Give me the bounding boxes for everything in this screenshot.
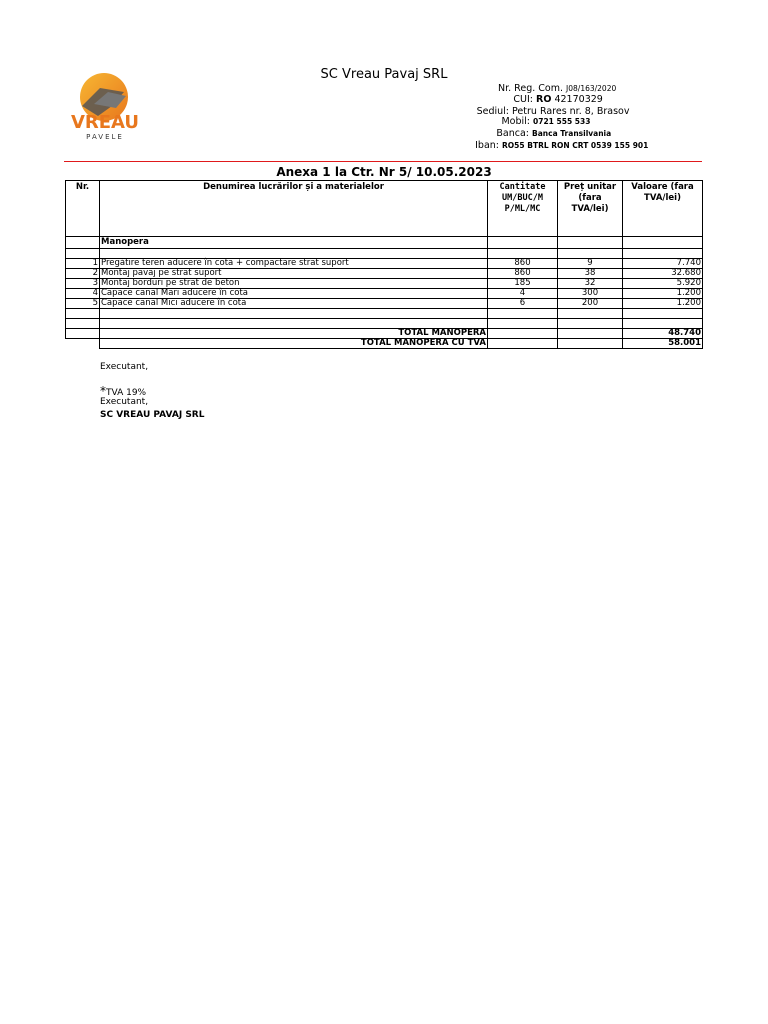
row-price: 32 [558, 279, 623, 289]
row-qty: 860 [488, 259, 558, 269]
total-row [66, 329, 703, 339]
total-tva-value: 58.001 [623, 339, 703, 349]
col-header-nr: Nr. [66, 181, 100, 237]
iban-label: Iban: [475, 140, 499, 151]
sediu-value: Petru Rares nr. 8, Brasov [512, 106, 630, 117]
reg-com [468, 83, 616, 94]
row-price: 300 [558, 289, 623, 299]
mobil [468, 116, 590, 127]
tva-star: * [100, 384, 106, 398]
logo-text: VREAU [70, 112, 140, 133]
table-row [66, 299, 703, 309]
row-value: 1.200 [623, 299, 703, 309]
row-desc: Montaj pavaj pe strat suport [100, 269, 488, 279]
tva-note-text: TVA 19% [106, 388, 147, 398]
col-header-pret: Preț unitar (fara TVA/lei) [558, 181, 623, 237]
mobil-label: Mobil: [501, 116, 530, 127]
row-nr: 4 [66, 289, 100, 299]
row-value: 32.680 [623, 269, 703, 279]
reg-com-label: Nr. Reg. Com. [498, 83, 563, 94]
total-tva-label: TOTAL MANOPERA CU TVA [100, 339, 488, 349]
col-header-denumire: Denumirea lucrărilor și a materialelor [100, 181, 488, 237]
annex-title: Anexa 1 la Ctr. Nr 5/ 10.05.2023 [276, 165, 492, 179]
row-price: 38 [558, 269, 623, 279]
row-nr: 1 [66, 259, 100, 269]
row-value: 5.920 [623, 279, 703, 289]
reg-com-value: J08/163/2020 [566, 84, 617, 93]
col-header-valoare: Valoare (fara TVA/lei) [623, 181, 703, 237]
table-row [66, 279, 703, 289]
table-row [66, 259, 703, 269]
row-price: 200 [558, 299, 623, 309]
col-header-cantitate: Cantitate UM/BUC/M P/ML/MC [488, 181, 558, 237]
logo-subtext: PAVELE [86, 133, 124, 141]
table-header-row [66, 181, 703, 237]
row-desc: Montaj borduri pe strat de beton [100, 279, 488, 289]
row-qty: 860 [488, 269, 558, 279]
total-tva-row [66, 339, 703, 349]
row-nr: 2 [66, 269, 100, 279]
row-desc: Capace canal Mici aducere în cota [100, 299, 488, 309]
executant-label-1: Executant, [100, 362, 149, 372]
header-divider [64, 161, 702, 162]
banca [468, 128, 611, 139]
works-table [65, 180, 703, 349]
section-row [66, 237, 703, 249]
total-label: TOTAL MANOPERA [100, 329, 488, 339]
blank-row [66, 249, 703, 259]
iban [468, 140, 648, 151]
banca-value: Banca Transilvania [532, 129, 612, 138]
cui-label: CUI: [513, 94, 533, 105]
footer-company: SC VREAU PAVAJ SRL [100, 410, 205, 420]
iban-value: RO55 BTRL RON CRT 0539 155 901 [502, 141, 649, 150]
cui-value: 42170329 [554, 94, 603, 105]
row-desc: Pregătire teren aducere în cota + compactare strat suport [100, 259, 488, 269]
section-label: Manopera [100, 237, 488, 249]
total-value: 48.740 [623, 329, 703, 339]
row-value: 7.740 [623, 259, 703, 269]
row-nr: 3 [66, 279, 100, 289]
tva-note [100, 384, 146, 398]
cui [468, 94, 603, 105]
row-nr: 5 [66, 299, 100, 309]
row-price: 9 [558, 259, 623, 269]
blank-row [66, 309, 703, 319]
cui-prefix: RO [536, 94, 552, 105]
row-value: 1.200 [623, 289, 703, 299]
mobil-value: 0721 555 533 [533, 117, 591, 126]
executant-label-2: Executant, [100, 397, 149, 407]
row-desc: Capace canal Mari aducere în cota [100, 289, 488, 299]
table-row [66, 289, 703, 299]
company-name: SC Vreau Pavaj SRL [320, 67, 448, 82]
table-row [66, 269, 703, 279]
row-qty: 6 [488, 299, 558, 309]
sediu-label: Sediul: [476, 106, 509, 117]
blank-row [66, 319, 703, 329]
row-qty: 185 [488, 279, 558, 289]
row-qty: 4 [488, 289, 558, 299]
banca-label: Banca: [496, 128, 529, 139]
